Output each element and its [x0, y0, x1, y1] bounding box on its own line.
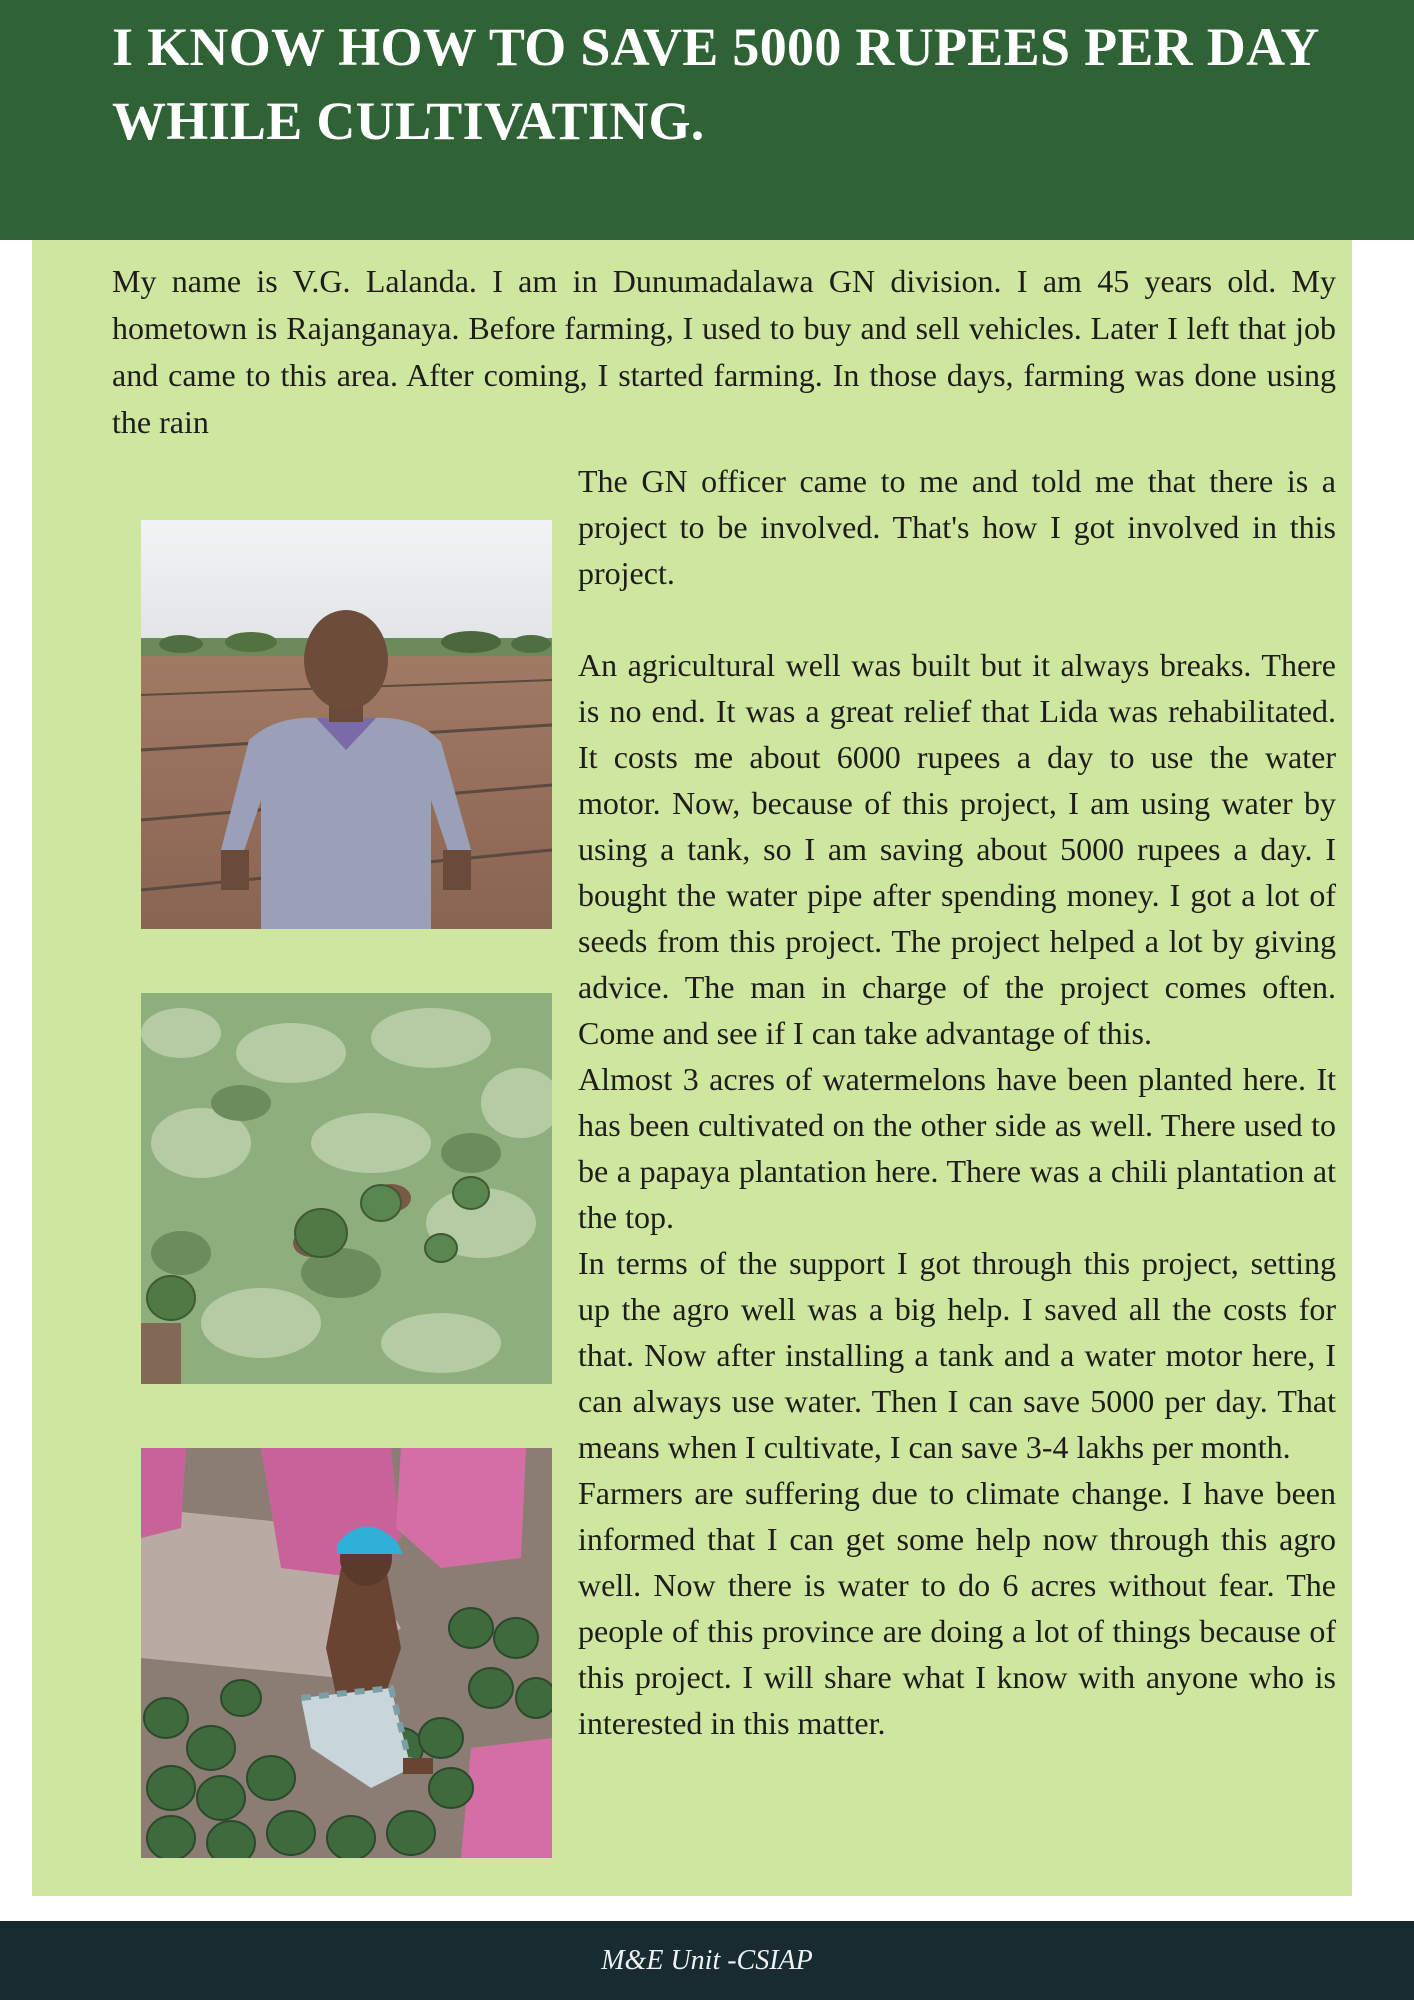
footer-credit: M&E Unit -CSIAP [601, 1945, 813, 1976]
story-paragraph-4: In terms of the support I got through this project, setting up the agro well was a big help. I saved all the costs for that. Now after installing a tank and a water motor here, I can always use water. Then I can save 5000 per day. That means when I cultivate, I can save 3-4 lakhs per month. [578, 1245, 1336, 1465]
watermelon-field-photo [141, 993, 552, 1384]
story-paragraph-3: Almost 3 acres of watermelons have been planted here. It has been cultivated on the other side as well. There used to be a papaya plantation here. There was a chili plantation at the top. [578, 1061, 1336, 1235]
page-title: I KNOW HOW TO SAVE 5000 RUPEES PER DAY WHILE CULTIVATING. [112, 17, 1318, 151]
footer-bar [0, 1921, 1414, 2000]
story-text [578, 458, 1336, 1746]
intro-paragraph: My name is V.G. Lalanda. I am in Dunumadalawa GN division. I am 45 years old. My hometown is Rajanganaya. Before farming, I used to buy and sell vehicles. Later I left that job and came to this area. After coming, I started farming. In those days, farming was done using the rain [112, 263, 1336, 440]
harvest-child-photo [141, 1448, 552, 1858]
story-paragraph-5: Farmers are suffering due to climate change. I have been informed that I can get some help now through this agro well. Now there is water to do 6 acres without fear. The people of this province are doing a lot of things because of this project. I will share what I know with anyone who is interested in this matter. [578, 1475, 1336, 1741]
story-paragraph-1: The GN officer came to me and told me that there is a project to be involved. That's how I got involved in this project. [578, 463, 1336, 591]
story-paragraph-2: An agricultural well was built but it always breaks. There is no end. It was a great relief that Lida was rehabilitated. It costs me about 6000 rupees a day to use the water motor. Now, because of this project, I am using water by using a tank, so I am saving about 5000 rupees a day. I bought the water pipe after spending money. I got a lot of seeds from this project. The project helped a lot by giving advice. The man in charge of the project comes often. Come and see if I can take advantage of this. [578, 647, 1336, 1051]
header-banner [0, 0, 1414, 240]
farmer-portrait-photo [141, 520, 552, 929]
